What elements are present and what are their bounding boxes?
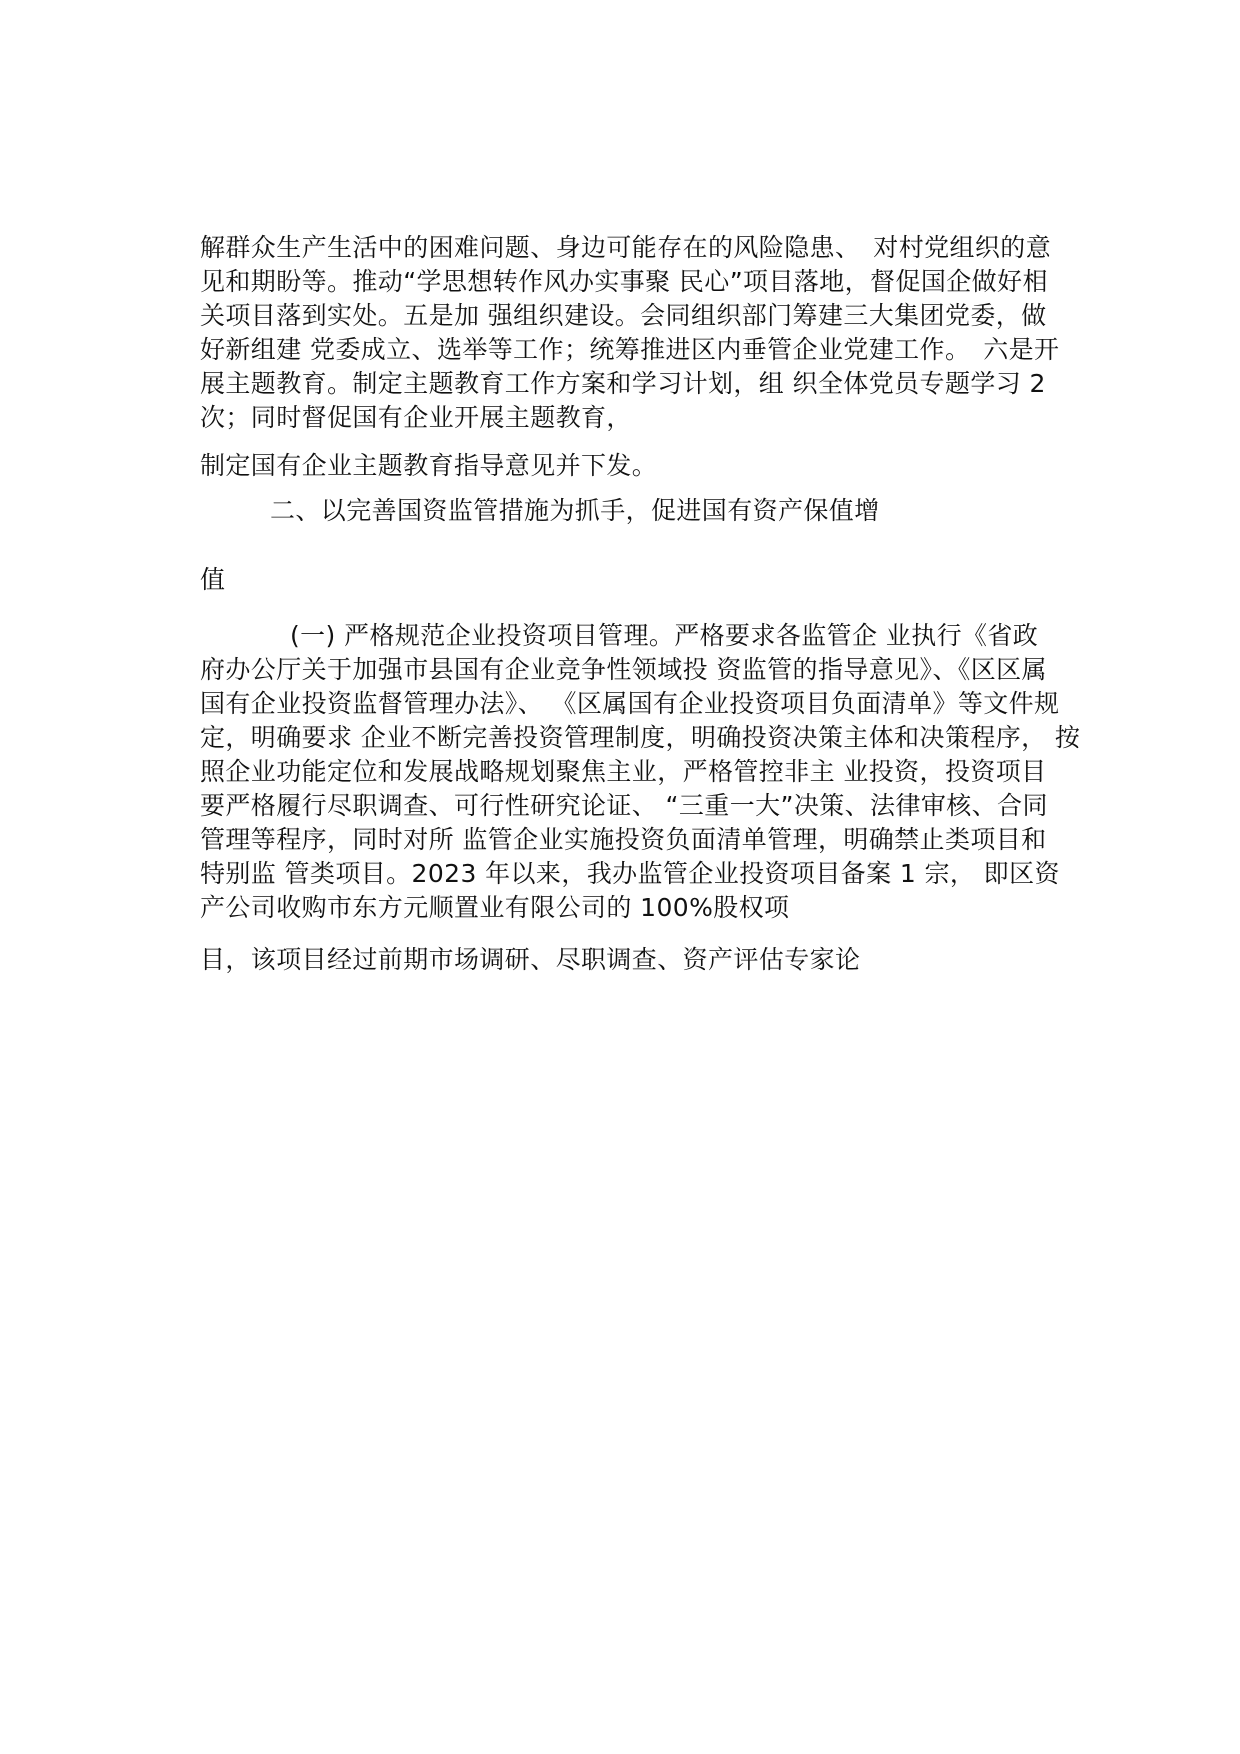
paragraph-line: 关项目落到实处。五是加 强组织建设。会同组织部门筹建三大集团党委，做 xyxy=(200,301,1047,330)
paragraph-line: 照企业功能定位和发展战略规划聚焦主业，严格管控非主 业投资，投资项目 xyxy=(200,757,1047,786)
paragraph-line: 产公司收购市东方元顺置业有限公司的 100%股权项 xyxy=(200,893,790,922)
paragraph-line: 见和期盼等。推动“学思想转作风办实事聚 民心”项目落地，督促国企做好相 xyxy=(200,267,1048,296)
paragraph-line: 管理等程序，同时对所 监管企业实施投资负面清单管理，明确禁止类项目和 xyxy=(200,825,1047,854)
paragraph-line: 好新组建 党委成立、选举等工作；统筹推进区内垂管企业党建工作。 六是开 xyxy=(200,335,1060,364)
paragraph-line: 次；同时督促国有企业开展主题教育， xyxy=(200,403,632,432)
paragraph-line: 目，该项目经过前期市场调研、尽职调查、资产评估专家论 xyxy=(200,945,861,974)
paragraph-line: 解群众生产生活中的困难问题、身边可能存在的风险隐患、 对村党组织的意 xyxy=(200,233,1052,262)
section-heading: 二、以完善国资监管措施为抓手，促进国有资产保值增 xyxy=(270,496,880,525)
paragraph-line: 制定国有企业主题教育指导意见并下发。 xyxy=(200,451,658,480)
paragraph-line: 府办公厅关于加强市县国有企业竞争性领域投 资监管的指导意见》、《区区属 xyxy=(200,655,1047,684)
paragraph-line: 展主题教育。制定主题教育工作方案和学习计划，组 织全体党员专题学习 2 xyxy=(200,369,1046,398)
section-heading-continuation: 值 xyxy=(200,565,226,594)
paragraph-line: 国有企业投资监督管理办法》、 《区属国有企业投资项目负面清单》等文件规 xyxy=(200,689,1060,718)
paragraph-line: (一) 严格规范企业投资项目管理。严格要求各监管企 业执行《省政 xyxy=(290,621,1039,650)
paragraph-line: 定，明确要求 企业不断完善投资管理制度，明确投资决策主体和决策程序， 按 xyxy=(200,723,1081,752)
paragraph-line: 要严格履行尽职调查、可行性研究论证、 “三重一大”决策、法律审核、合同 xyxy=(200,791,1048,820)
paragraph-line: 特别监 管类项目。2023 年以来，我办监管企业投资项目备案 1 宗， 即区资 xyxy=(200,859,1060,888)
